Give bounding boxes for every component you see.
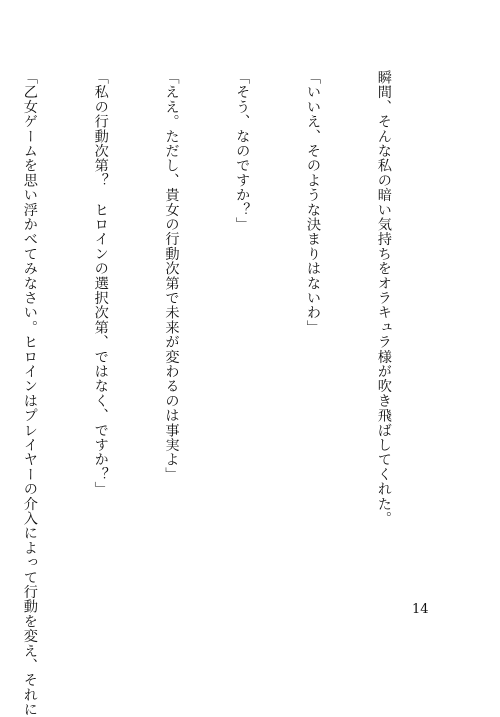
text-line: 「いいえ、そのような決まりはないわ」 xyxy=(305,70,322,335)
text-line: 「ええ。ただし、貴女の行動次第で未来が変わるのは事実よ」 xyxy=(163,70,180,482)
text-line: 瞬間、そんな私の暗い気持ちをオラキュラ様が吹き飛ばしてくれた。 xyxy=(375,70,392,526)
text-line: 「私の行動次第？ ヒロインの選択次第、ではなく、ですか？」 xyxy=(92,70,109,497)
text-line: 「そう、なのですか？」 xyxy=(234,70,251,232)
text-line: 「乙女ゲームを思い浮かべてみなさい。ヒロインはプレイヤーの介入によって行動を変え、それに xyxy=(21,70,38,717)
page-number: 14 xyxy=(412,602,429,617)
